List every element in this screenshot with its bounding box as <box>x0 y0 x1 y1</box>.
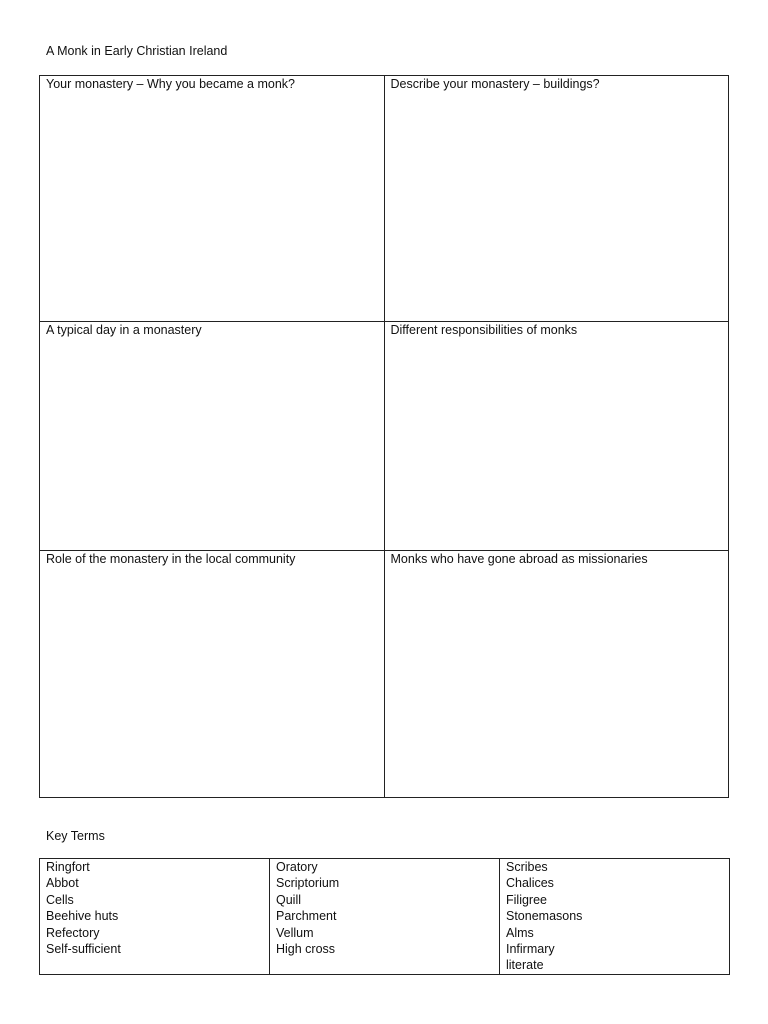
grid-cell-heading: Different responsibilities of monks <box>390 323 578 337</box>
grid-cell-typical-day[interactable] <box>40 322 385 551</box>
key-term: Ringfort <box>46 860 90 874</box>
document-title: A Monk in Early Christian Ireland <box>46 44 228 58</box>
key-term: Chalices <box>506 876 554 891</box>
key-term: literate <box>506 958 544 973</box>
key-term: Infirmary <box>506 942 555 957</box>
key-term: Scribes <box>506 860 548 874</box>
grid-cell-community-role[interactable] <box>40 551 385 798</box>
key-terms-column-1 <box>40 859 270 975</box>
key-terms-column-3 <box>500 859 730 975</box>
worksheet-grid <box>39 75 729 798</box>
key-terms-column-2 <box>270 859 500 975</box>
key-term: Refectory <box>46 925 100 940</box>
key-term: Oratory <box>276 860 318 874</box>
grid-cell-heading: Role of the monastery in the local community <box>46 552 296 566</box>
key-terms-table <box>39 858 730 975</box>
grid-cell-heading: Monks who have gone abroad as missionaries <box>390 552 648 566</box>
grid-cell-buildings[interactable] <box>384 76 729 322</box>
grid-cell-missionaries[interactable] <box>384 551 729 798</box>
key-term: High cross <box>276 942 336 957</box>
key-term: Parchment <box>276 909 337 924</box>
grid-cell-heading: Describe your monastery – buildings? <box>390 77 600 91</box>
key-term: Beehive huts <box>46 909 119 924</box>
key-term: Quill <box>276 892 302 907</box>
key-term: Cells <box>46 892 74 907</box>
grid-cell-heading: A typical day in a monastery <box>46 323 202 337</box>
key-term: Scriptorium <box>276 876 340 891</box>
key-term: Alms <box>506 925 534 940</box>
grid-cell-heading: Your monastery – Why you became a monk? <box>46 77 295 91</box>
grid-cell-responsibilities[interactable] <box>384 322 729 551</box>
grid-cell-monastery-why[interactable] <box>40 76 385 322</box>
key-term: Filigree <box>506 892 547 907</box>
key-term: Abbot <box>46 876 79 891</box>
key-term: Stonemasons <box>506 909 583 924</box>
key-term: Self-sufficient <box>46 942 121 957</box>
key-term: Vellum <box>276 925 314 940</box>
key-terms-label: Key Terms <box>46 829 105 843</box>
